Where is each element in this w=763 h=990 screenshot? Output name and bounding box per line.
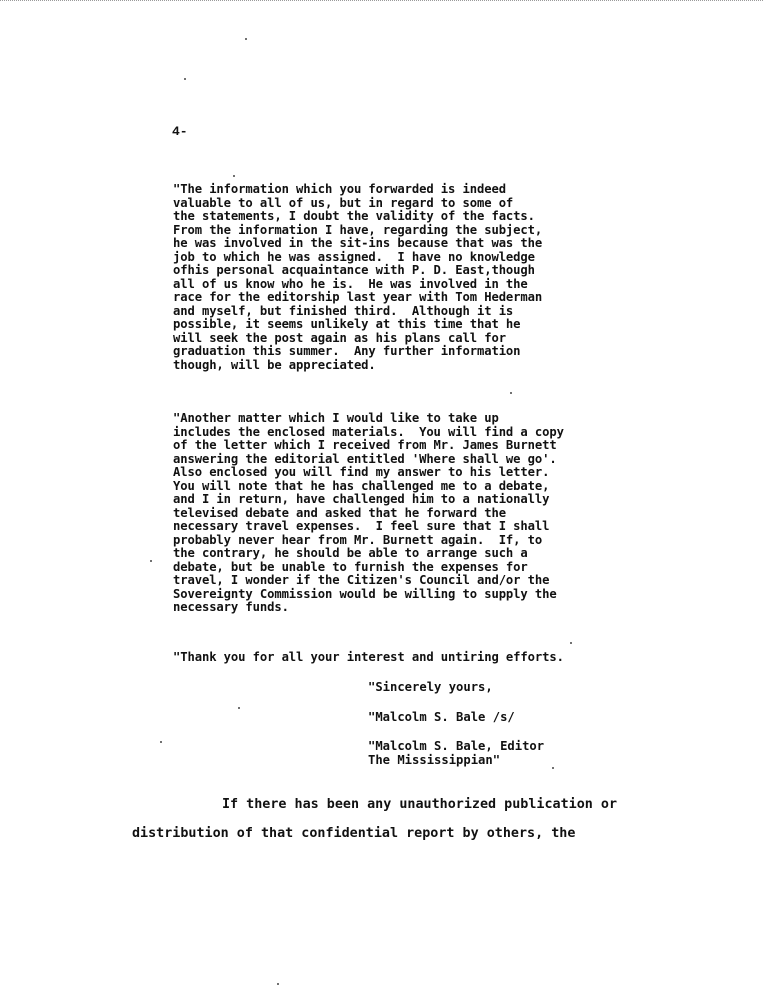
scan-speck xyxy=(238,707,240,709)
scan-speck xyxy=(160,741,162,743)
scan-speck xyxy=(233,175,235,177)
scan-top-edge xyxy=(0,0,763,3)
scan-speck xyxy=(184,78,186,80)
scan-speck xyxy=(570,642,572,644)
body-text-line-1: If there has been any unauthorized publication or xyxy=(222,797,618,812)
scan-speck xyxy=(510,392,512,394)
signer-title: The Mississippian" xyxy=(368,753,501,767)
scan-speck xyxy=(150,560,152,562)
letter-paragraph-1: "The information which you forwarded is indeed valuable to all of us, but in regard to some of the statements, I doubt the validity of the facts. From the information I have, regarding the subject, he was involved in the sit-ins because that was the job to which he was assigned. I have no knowledge ofhis personal acquaintance with P. D. East,though all of us know who he is. He was involved in the race for the editorship last year with Tom Hederman and myself, but finished third. Although it is possible, it seems unlikely at this time that he will seek the post again as his plans call for graduation this summer. Any further information though, will be appreciated. xyxy=(173,182,543,372)
scan-speck xyxy=(277,983,279,985)
letter-paragraph-3: "Thank you for all your interest and untiring efforts. xyxy=(173,650,564,664)
scan-speck xyxy=(552,767,554,769)
letter-paragraph-2: "Another matter which I would like to take up includes the enclosed materials. You will find a copy of the letter which I received from Mr. James Burnett answering the editorial entitled 'Where shall we go'. Also enclosed you will find my answer to his letter. You will note that he has challenged me to a debate, and I in return, have challenged him to a nationally televised debate and asked that he forward the necessary travel expenses. I feel sure that I shall probably never hear from Mr. Burnett again. If, to the contrary, he should be able to arrange such a debate, but be unable to furnish the expenses for travel, I wonder if the Citizen's Council and/or the Sovereignty Commission would be willing to supply the necessary funds. xyxy=(173,411,564,614)
letter-signature: "Malcolm S. Bale /s/ xyxy=(368,710,515,724)
scan-speck xyxy=(245,38,247,40)
signer-name: "Malcolm S. Bale, Editor xyxy=(368,739,545,753)
body-text-line-2: distribution of that confidential report by others, the xyxy=(132,826,576,841)
letter-closing: "Sincerely yours, xyxy=(368,680,493,694)
page-number: 4- xyxy=(172,124,188,139)
